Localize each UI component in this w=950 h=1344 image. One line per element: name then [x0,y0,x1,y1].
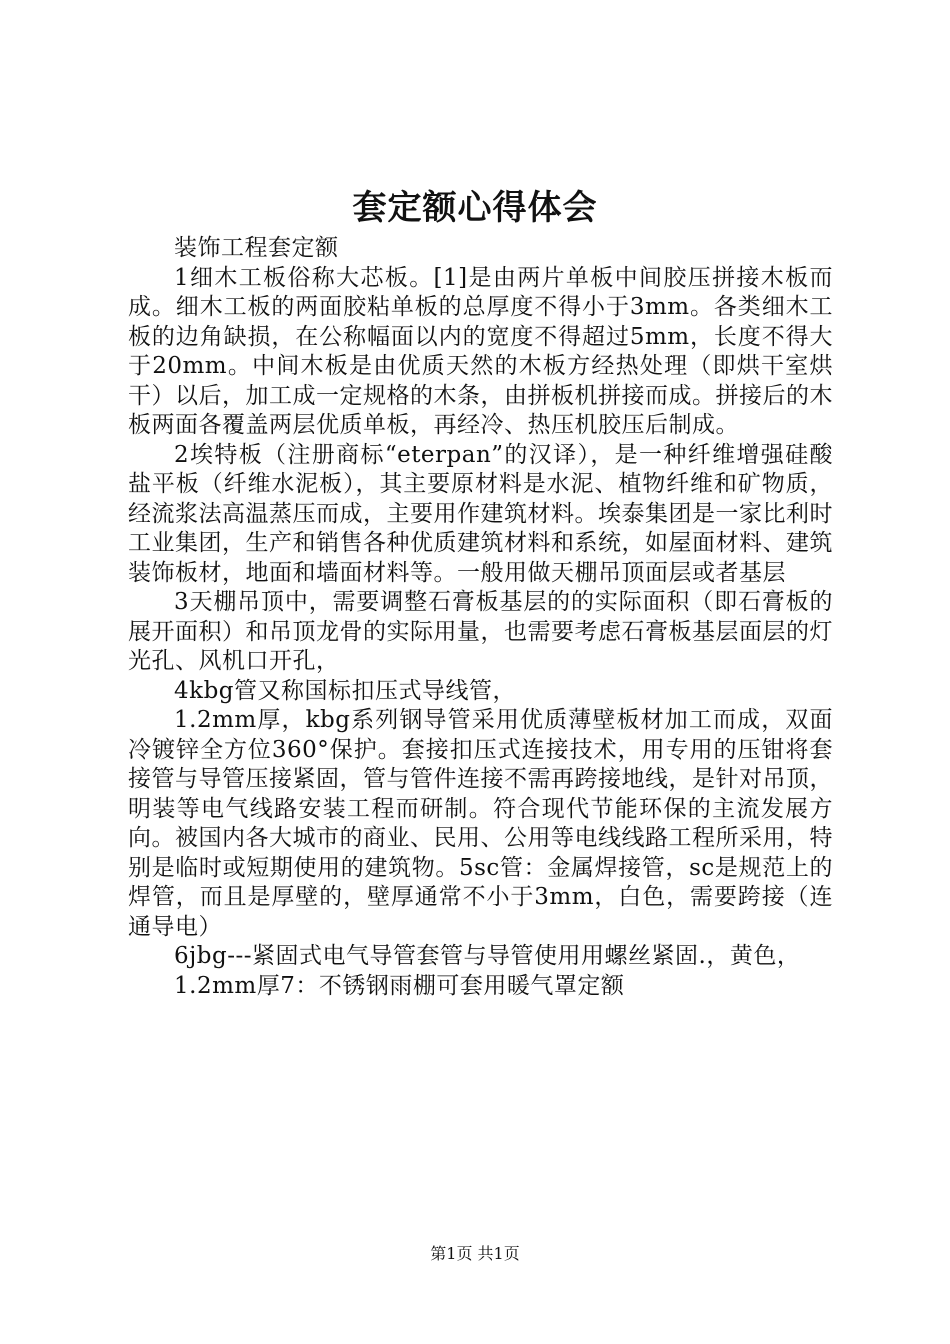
paragraph-item-7: 1.2mm厚7：不锈钢雨棚可套用暖气罩定额 [174,972,625,999]
page-footer: 第1页 共1页 [430,1244,520,1263]
paragraph-item-2: 2埃特板（注册商标“eterpan”的汉译），是一种纤维增强硅酸盐平板（纤维水泥板），其主要原材料是水泥、植物纤维和矿物质，经流浆法高温蒸压而成，主要用作建筑材料。埃泰集团是一家比利时工业集团，生产和销售各种优质建筑材料和系统，如屋面材料、建筑装饰板材，地面和墙面材料等。一般用做天棚吊顶面层或者基层 [128,441,833,586]
paragraph-item-6: 6jbg---紧固式电气导管套管与导管使用用螺丝紧固.，黄色， [174,943,801,969]
document-title: 套定额心得体会 [352,188,598,228]
paragraph-item-4-detail: 1.2mm厚，kbg系列钢导管采用优质薄壁板材加工而成，双面冷镀锌全方位360°保护。套接扣压式连接技术，用专用的压钳将套接管与导管压接紧固，管与管件连接不需再跨接地线，是针对吊顶，明装等电气线路安装工程而研制。符合现代节能环保的主流发展方向。被国内各大城市的商业、民用、公用等电线线路工程所采用，特别是临时或短期使用的建筑物。5sc管：金属焊接管，sc是规范上的焊管，而且是厚壁的，壁厚通常不小于3mm，白色，需要跨接（连通导电） [128,707,833,940]
paragraph-subtitle: 装饰工程套定额 [174,235,339,261]
paragraph-item-3: 3天棚吊顶中，需要调整石膏板基层的的实际面积（即石膏板的展开面积）和吊顶龙骨的实际用量，也需要考虑石膏板基层面层的灯光孔、风机口开孔， [128,589,833,674]
paragraph-item-4: 4kbg管又称国标扣压式导线管， [174,677,517,704]
paragraph-item-1: 1细木工板俗称大芯板。[1]是由两片单板中间胶压拼接木板而成。细木工板的两面胶粘单板的总厚度不得小于3mm。各类细木工板的边角缺损，在公称幅面以内的宽度不得超过5mm，长度不得大于20mm。中间木板是由优质天然的木板方经热处理（即烘干室烘干）以后，加工成一定规格的木条，由拼板机拼接而成。拼接后的木板两面各覆盖两层优质单板，再经冷、热压机胶压后制成。 [128,264,833,438]
document-body [128,234,833,1001]
